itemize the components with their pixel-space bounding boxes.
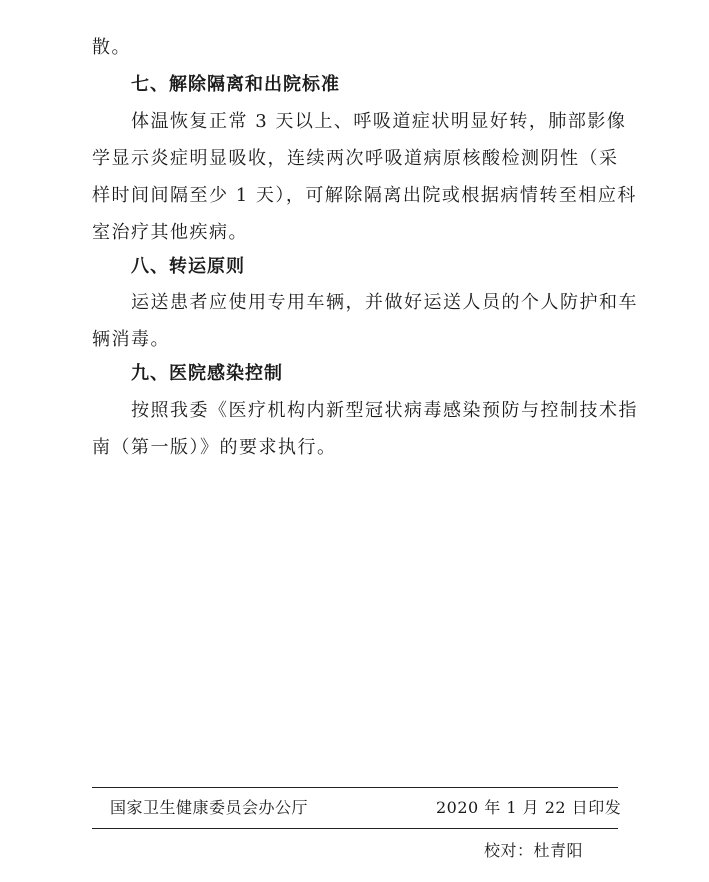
issuer-name: 国家卫生健康委员会办公厅 [110, 798, 309, 817]
proofreader: 校对：杜青阳 [484, 841, 584, 860]
paragraph-line: 南（第一版）》的要求执行。 [92, 437, 337, 458]
footer-bottom-rule [92, 828, 618, 829]
section-9-heading: 九、医院感染控制 [131, 363, 283, 384]
section-8-heading: 八、转运原则 [131, 256, 245, 277]
section-7-paragraph [92, 103, 637, 251]
section-7-heading: 七、解除隔离和出院标准 [131, 74, 340, 95]
paragraph-line: 运送患者应使用专用车辆，并做好运送人员的个人防护和车 [131, 292, 638, 313]
paragraph-line: 样时间间隔至少 1 天），可解除隔离出院或根据病情转至相应科 [92, 185, 637, 206]
paragraph-line: 学显示炎症明显吸收，连续两次呼吸道病原核酸检测阴性（采 [92, 148, 619, 169]
footer-top-rule [92, 787, 618, 788]
paragraph-line: 体温恢复正常 3 天以上、呼吸道症状明显好转，肺部影像 [131, 111, 627, 132]
section-8-paragraph [92, 284, 638, 358]
paragraph-line: 按照我委《医疗机构内新型冠状病毒感染预防与控制技术指 [131, 400, 638, 421]
continuation-paragraph [92, 29, 624, 66]
paragraph-line: 辆消毒。 [92, 329, 170, 350]
issue-date: 2020 年 1 月 22 日印发 [436, 798, 622, 817]
paragraph-line: 散。 [92, 37, 131, 58]
section-9-paragraph [92, 392, 638, 466]
paragraph-line: 室治疗其他疾病。 [92, 222, 248, 243]
